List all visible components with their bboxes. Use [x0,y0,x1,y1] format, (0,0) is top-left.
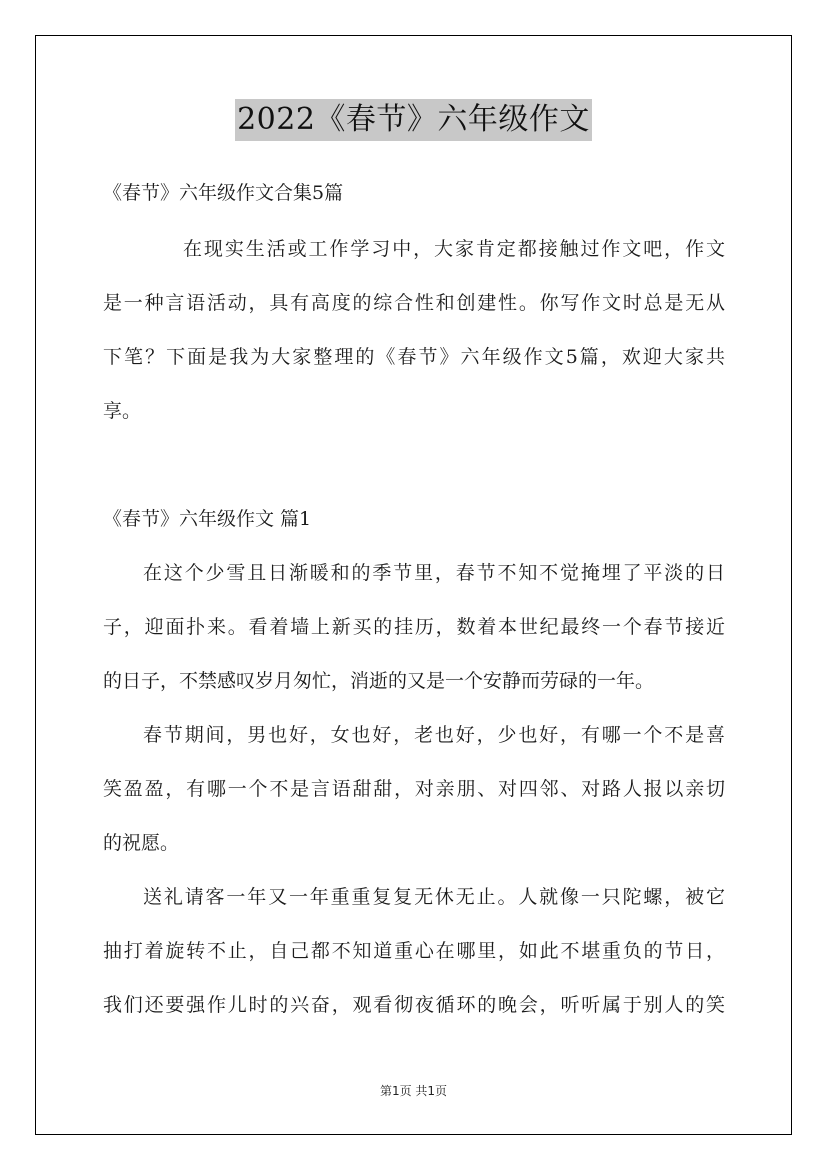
intro-line-1: 在现实生活或工作学习中，大家肯定都接触过作文吧，作文 [183,238,725,260]
document-subtitle: 《春节》六年级作文合集5篇 [103,182,344,204]
body-line-1: 在这个少雪且日渐暖和的季节里，春节不知不觉掩埋了平淡的日 [143,562,725,584]
document-title: 2022《春节》六年级作文 [235,99,592,141]
body-line-7: 送礼请客一年又一年重重复复无休无止。人就像一只陀螺，被它 [143,886,725,908]
title-container [0,99,827,141]
section-heading: 《春节》六年级作文 篇1 [103,508,312,530]
body-line-2: 子，迎面扑来。看着墙上新买的挂历，数着本世纪最终一个春节接近 [103,616,725,638]
body-line-5: 笑盈盈，有哪一个不是言语甜甜，对亲朋、对四邻、对路人报以亲切 [103,778,725,800]
page-footer: 第1页 共1页 [379,1084,448,1098]
body-line-8: 抽打着旋转不止，自己都不知道重心在哪里，如此不堪重负的节日， [103,940,725,962]
intro-line-4: 享。 [103,400,142,422]
intro-line-3: 下笔？下面是我为大家整理的《春节》六年级作文5篇，欢迎大家共 [103,346,725,368]
intro-line-2: 是一种言语活动，具有高度的综合性和创建性。你写作文时总是无从 [103,292,725,314]
body-line-3: 的日子，不禁感叹岁月匆忙，消逝的又是一个安静而劳碌的一年。 [103,670,655,692]
body-line-9: 我们还要强作儿时的兴奋，观看彻夜循环的晚会，听听属于别人的笑 [103,994,725,1016]
body-line-4: 春节期间，男也好，女也好，老也好，少也好，有哪一个不是喜 [143,724,725,746]
body-line-6: 的祝愿。 [103,832,180,854]
